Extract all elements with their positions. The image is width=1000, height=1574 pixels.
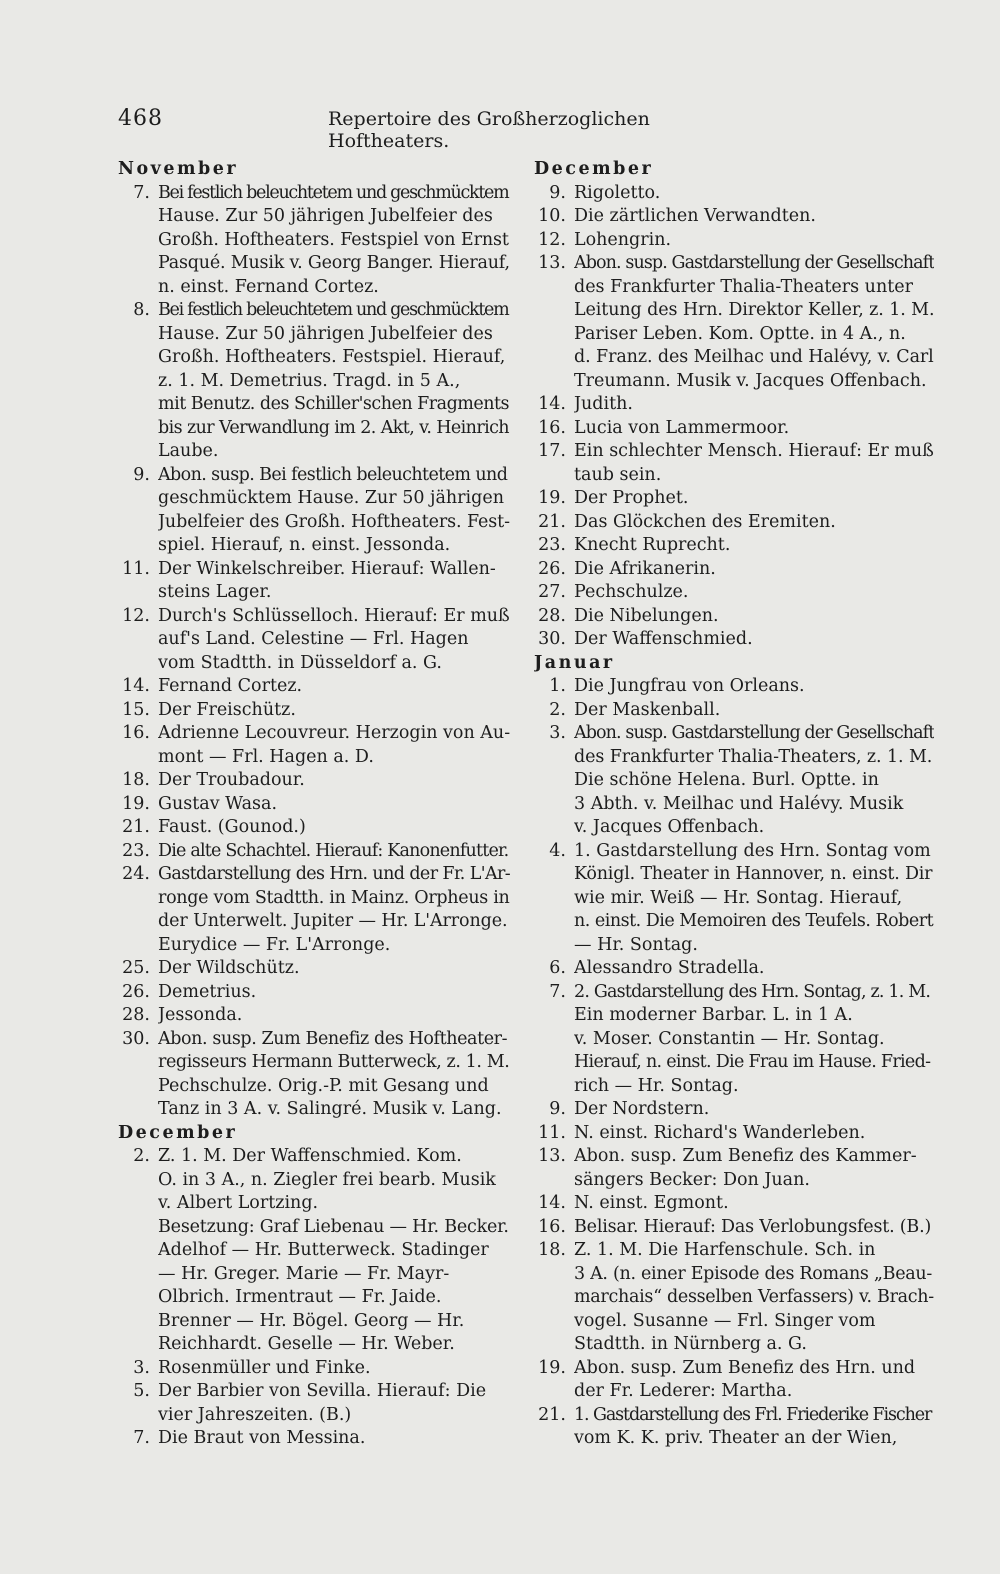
- entry-date: 19.: [538, 1357, 566, 1378]
- text-line: Tanz in 3 A. v. Salingré. Musik v. Lang.: [158, 1099, 502, 1119]
- performance-entry: [534, 957, 934, 981]
- performance-entry: [534, 1404, 934, 1451]
- entry-date: 23.: [122, 840, 150, 861]
- entry-date: 8.: [133, 300, 150, 320]
- entry-date: 3.: [549, 723, 566, 743]
- performance-entry: [118, 981, 510, 1005]
- entry-date: 30.: [122, 1028, 150, 1049]
- text-line: Brenner — Hr. Bögel. Georg — Hr.: [158, 1310, 465, 1331]
- text-line: z. 1. M. Demetrius. Tragd. in 5 A.,: [158, 370, 461, 391]
- text-line: Gastdarstellung des Hrn. und der Fr. L'Ar-: [158, 864, 510, 884]
- text-line: der Fr. Lederer: Martha.: [574, 1381, 793, 1401]
- entry-date: 14.: [122, 676, 150, 696]
- text-line: mont — Frl. Hagen a. D.: [158, 746, 374, 767]
- performance-entry: [534, 628, 934, 652]
- entry-text: [574, 229, 934, 253]
- text-line: n. einst. Die Memoiren des Teufels. Robert: [574, 911, 934, 931]
- entry-date: 15.: [122, 699, 150, 720]
- performance-entry: [118, 464, 510, 558]
- performance-entry: [118, 1380, 510, 1427]
- text-line: Bei festlich beleuchtetem und geschmücktem: [158, 300, 509, 320]
- text-line: Der Winkelschreiber. Hierauf: Wallen-: [158, 558, 496, 579]
- performance-entry: [534, 722, 934, 840]
- performance-entry: [118, 722, 510, 769]
- text-line: Pariser Leben. Kom. Optte. in 4 A., n.: [574, 323, 906, 344]
- performance-entry: [534, 1239, 934, 1357]
- text-line: sängers Becker: Don Juan.: [574, 1169, 810, 1190]
- text-line: O. in 3 A., n. Ziegler frei bearb. Musik: [158, 1169, 496, 1190]
- text-line: Der Barbier von Sevilla. Hierauf: Die: [158, 1381, 487, 1401]
- entry-date: 7.: [133, 1428, 150, 1448]
- performance-entry: [118, 699, 510, 723]
- entry-date: 25.: [122, 958, 150, 978]
- entry-date: 16.: [538, 417, 566, 438]
- entry-text: [158, 299, 510, 464]
- text-line: Abon. susp. Gastdarstellung der Gesellschaft: [574, 723, 934, 743]
- performance-entry: [118, 605, 510, 676]
- running-title: Repertoire des Großherzoglichen Hoftheaters.: [328, 108, 650, 152]
- performance-entry: [118, 182, 510, 300]
- performance-entry: [534, 1098, 934, 1122]
- performance-entry: [534, 182, 934, 206]
- performance-entry: [534, 1357, 934, 1404]
- text-line: Bei festlich beleuchtetem und geschmücktem: [158, 182, 509, 203]
- text-line: geschmücktem Hause. Zur 50 jährigen: [158, 488, 504, 508]
- performance-entry: [118, 793, 510, 817]
- text-line: auf's Land. Celestine — Frl. Hagen: [158, 629, 469, 649]
- text-line: Ein moderner Barbar. L. in 1 A.: [574, 1005, 853, 1025]
- entry-date: 6.: [549, 958, 566, 978]
- entry-date: 24.: [122, 864, 150, 884]
- entry-text: [574, 722, 934, 840]
- text-line: Gustav Wasa.: [158, 793, 278, 814]
- text-line: Belisar. Hierauf: Das Verlobungsfest. (B.): [574, 1216, 932, 1237]
- performance-entry: [534, 581, 934, 605]
- text-line: Hierauf, n. einst. Die Frau im Hause. Fried-: [574, 1052, 931, 1072]
- performance-entry: [534, 487, 934, 511]
- entry-date: 14.: [538, 394, 566, 414]
- text-line: Die Jungfrau von Orleans.: [574, 676, 805, 696]
- text-line: vier Jahreszeiten. (B.): [158, 1404, 352, 1425]
- entry-date: 9.: [549, 1099, 566, 1119]
- entry-text: [574, 1404, 934, 1451]
- entry-text: [158, 769, 510, 793]
- text-line: N. einst. Richard's Wanderleben.: [574, 1122, 866, 1143]
- entry-text: [158, 1145, 510, 1357]
- text-line: des Frankfurter Thalia-Theaters, z. 1. M.: [574, 746, 933, 767]
- text-line: Demetrius.: [158, 981, 257, 1002]
- entry-date: 28.: [538, 605, 566, 626]
- performance-entry: [534, 511, 934, 535]
- entry-text: [574, 1098, 934, 1122]
- entry-date: 11.: [538, 1122, 566, 1143]
- text-line: Olbrich. Irmentraut — Fr. Jaide.: [158, 1287, 442, 1307]
- performance-entry: [118, 769, 510, 793]
- entry-date: 26.: [122, 981, 150, 1002]
- entry-date: 12.: [122, 605, 150, 626]
- entry-text: [574, 1216, 934, 1240]
- text-line: 3 Abth. v. Meilhac und Halévy. Musik: [574, 793, 904, 814]
- performance-entry: [534, 675, 934, 699]
- text-line: Der Wildschütz.: [158, 958, 300, 978]
- performance-entry: [118, 816, 510, 840]
- entry-date: 19.: [538, 488, 566, 508]
- entry-date: 5.: [133, 1381, 150, 1401]
- entry-text: [574, 558, 934, 582]
- entry-text: [574, 252, 934, 393]
- text-line: v. Moser. Constantin — Hr. Sontag.: [574, 1028, 885, 1049]
- entry-text: [574, 1122, 934, 1146]
- entry-date: 19.: [122, 793, 150, 814]
- entry-text: [158, 464, 510, 558]
- entry-date: 14.: [538, 1193, 566, 1213]
- entry-text: [574, 1239, 934, 1357]
- text-line: rich — Hr. Sontag.: [574, 1075, 739, 1096]
- text-line: Lucia von Lammermoor.: [574, 417, 790, 438]
- text-line: Die schöne Helena. Burl. Optte. in: [574, 770, 879, 790]
- performance-entry: [534, 840, 934, 958]
- entry-text: [158, 675, 510, 699]
- entry-date: 21.: [538, 1404, 566, 1425]
- text-line: Knecht Ruprecht.: [574, 535, 731, 555]
- text-line: Der Waffenschmied.: [574, 629, 753, 649]
- text-line: Alessandro Stradella.: [574, 958, 765, 978]
- month-heading: December: [534, 159, 654, 179]
- text-line: des Frankfurter Thalia-Theaters unter: [574, 276, 913, 297]
- text-line: Abon. susp. Zum Benefiz des Hoftheater-: [158, 1028, 508, 1049]
- text-line: Der Freischütz.: [158, 699, 296, 720]
- performance-entry: [118, 840, 510, 864]
- entry-date: 16.: [122, 723, 150, 743]
- text-line: Hause. Zur 50 jährigen Jubelfeier des: [158, 206, 493, 226]
- entry-text: [158, 722, 510, 769]
- text-line: 1. Gastdarstellung des Hrn. Sontag vom: [574, 840, 931, 861]
- performance-entry: [118, 1145, 510, 1357]
- text-line: wie mir. Weiß — Hr. Sontag. Hierauf,: [574, 887, 903, 908]
- text-line: Leitung des Hrn. Direktor Keller, z. 1. M.: [574, 300, 934, 320]
- text-line: Großh. Hoftheaters. Festspiel. Hierauf,: [158, 347, 506, 367]
- page-number: 468: [118, 106, 163, 131]
- text-line: n. einst. Fernand Cortez.: [158, 276, 379, 297]
- entry-date: 26.: [538, 558, 566, 579]
- text-line: marchais“ desselben Verfassers) v. Brach-: [574, 1287, 934, 1307]
- entry-text: [158, 840, 510, 864]
- text-line: Jessonda.: [158, 1005, 243, 1025]
- text-line: Adrienne Lecouvreur. Herzogin von Au-: [158, 723, 510, 743]
- performance-entry: [534, 558, 934, 582]
- entry-text: [158, 957, 510, 981]
- entry-date: 12.: [538, 229, 566, 250]
- entry-text: [574, 511, 934, 535]
- entry-date: 21.: [538, 511, 566, 532]
- text-line: d. Franz. des Meilhac und Halévy, v. Carl: [574, 347, 934, 367]
- text-line: Pechschulze.: [574, 582, 689, 602]
- entry-text: [158, 558, 510, 605]
- entry-text: [158, 863, 510, 957]
- entry-date: 9.: [133, 464, 150, 485]
- entry-text: [574, 1145, 934, 1192]
- text-line: 3 A. (n. einer Episode des Romans „Beau-: [574, 1263, 932, 1284]
- entry-date: 13.: [538, 253, 566, 273]
- entry-text: [158, 1427, 510, 1451]
- entry-text: [574, 393, 934, 417]
- text-line: bis zur Verwandlung im 2. Akt, v. Heinrich: [158, 417, 509, 438]
- entry-text: [158, 981, 510, 1005]
- text-line: spiel. Hierauf, n. einst. Jessonda.: [158, 535, 451, 555]
- entry-date: 13.: [538, 1146, 566, 1166]
- text-line: — Hr. Greger. Marie — Fr. Mayr-: [158, 1263, 450, 1284]
- performance-entry: [118, 1427, 510, 1451]
- entry-text: [158, 182, 510, 300]
- text-line: Judith.: [574, 394, 633, 414]
- performance-entry: [534, 605, 934, 629]
- entry-date: 18.: [122, 770, 150, 790]
- text-line: Pasqué. Musik v. Georg Banger. Hierauf,: [158, 253, 510, 273]
- text-line: Reichhardt. Geselle — Hr. Weber.: [158, 1334, 455, 1354]
- performance-entry: [534, 393, 934, 417]
- entry-text: [574, 605, 934, 629]
- entry-text: [574, 699, 934, 723]
- text-line: Der Nordstern.: [574, 1099, 710, 1119]
- text-line: steins Lager.: [158, 582, 272, 602]
- entry-date: 2.: [133, 1146, 150, 1166]
- entry-text: [574, 628, 934, 652]
- performance-entry: [118, 863, 510, 957]
- performance-entry: [118, 1357, 510, 1381]
- entry-date: 17.: [538, 441, 566, 461]
- text-line: Fernand Cortez.: [158, 676, 303, 696]
- entry-text: [158, 699, 510, 723]
- text-line: Durch's Schlüsselloch. Hierauf: Er muß: [158, 605, 510, 626]
- entry-date: 3.: [133, 1357, 150, 1378]
- text-line: Eurydice — Fr. L'Arronge.: [158, 934, 391, 955]
- entry-date: 27.: [538, 582, 566, 602]
- entry-date: 11.: [122, 558, 150, 579]
- text-line: Die alte Schachtel. Hierauf: Kanonenfutter.: [158, 840, 509, 861]
- text-line: vom Stadtth. in Düsseldorf a. G.: [158, 652, 442, 673]
- text-line: Abon. susp. Zum Benefiz des Hrn. und: [574, 1357, 916, 1378]
- text-line: Die Braut von Messina.: [158, 1428, 366, 1448]
- text-line: mit Benutz. des Schiller'schen Fragments: [158, 394, 510, 414]
- performance-entry: [534, 440, 934, 487]
- performance-entry: [534, 229, 934, 253]
- performance-entry: [534, 1192, 934, 1216]
- entry-text: [574, 1357, 934, 1404]
- text-line: Adelhof — Hr. Butterweck. Stadinger: [158, 1240, 489, 1260]
- text-line: Z. 1. M. Die Harfenschule. Sch. in: [574, 1240, 876, 1260]
- entry-text: [574, 1192, 934, 1216]
- entry-text: [158, 1380, 510, 1427]
- text-line: 1. Gastdarstellung des Frl. Friederike Fischer: [574, 1404, 932, 1425]
- text-line: Treumann. Musik v. Jacques Offenbach.: [574, 370, 927, 391]
- entry-text: [574, 981, 934, 1099]
- text-line: Faust. (Gounod.): [158, 817, 306, 837]
- text-line: Hause. Zur 50 jährigen Jubelfeier des: [158, 323, 493, 344]
- text-line: Besetzung: Graf Liebenau — Hr. Becker.: [158, 1216, 509, 1237]
- month-heading: Januar: [534, 652, 615, 673]
- entry-text: [158, 605, 510, 676]
- text-line: Z. 1. M. Der Waffenschmied. Kom.: [158, 1146, 462, 1166]
- entry-date: 4.: [549, 840, 566, 861]
- performance-entry: [534, 1145, 934, 1192]
- text-line: N. einst. Egmont.: [574, 1193, 729, 1213]
- entry-text: [574, 182, 934, 206]
- month-heading: November: [118, 159, 239, 179]
- entry-text: [158, 816, 510, 840]
- performance-entry: [118, 675, 510, 699]
- text-line: v. Albert Lortzing.: [158, 1193, 319, 1213]
- performance-entry: [534, 417, 934, 441]
- performance-entry: [118, 1028, 510, 1122]
- entry-date: 16.: [538, 1216, 566, 1237]
- entry-text: [158, 1357, 510, 1381]
- performance-entry: [118, 1004, 510, 1028]
- performance-entry: [534, 205, 934, 229]
- text-line: Laube.: [158, 441, 219, 461]
- entry-text: [574, 440, 934, 487]
- entry-date: 2.: [549, 699, 566, 720]
- text-line: Die Nibelungen.: [574, 605, 719, 626]
- performance-entry: [118, 558, 510, 605]
- entry-text: [574, 417, 934, 441]
- text-line: Lohengrin.: [574, 229, 672, 250]
- performance-entry: [534, 252, 934, 393]
- text-line: vom K. K. priv. Theater an der Wien,: [574, 1428, 898, 1448]
- entry-text: [574, 534, 934, 558]
- performance-entry: [534, 534, 934, 558]
- entry-text: [574, 581, 934, 605]
- entry-text: [158, 1028, 510, 1122]
- entry-date: 30.: [538, 629, 566, 649]
- text-line: Stadtth. in Nürnberg a. G.: [574, 1334, 807, 1354]
- entry-date: 1.: [549, 676, 566, 696]
- text-line: Die zärtlichen Verwandten.: [574, 206, 816, 226]
- entry-text: [574, 957, 934, 981]
- text-line: Rigoletto.: [574, 182, 661, 203]
- text-line: — Hr. Sontag.: [574, 934, 698, 955]
- text-line: Die Afrikanerin.: [574, 558, 716, 579]
- text-line: regisseurs Hermann Butterweck, z. 1. M.: [158, 1052, 510, 1072]
- right-column: [534, 158, 934, 1451]
- text-line: ronge vom Stadtth. in Mainz. Orpheus in: [158, 887, 510, 908]
- left-column: [118, 158, 510, 1451]
- text-line: vogel. Susanne — Frl. Singer vom: [574, 1310, 876, 1331]
- page-header: [118, 106, 738, 152]
- entry-date: 7.: [133, 182, 150, 203]
- text-line: Ein schlechter Mensch. Hierauf: Er muß: [574, 441, 934, 461]
- entry-date: 9.: [549, 182, 566, 203]
- performance-entry: [118, 957, 510, 981]
- text-line: Abon. susp. Gastdarstellung der Gesellschaft: [574, 253, 934, 273]
- performance-entry: [534, 1122, 934, 1146]
- text-line: Der Troubadour.: [158, 770, 305, 790]
- entry-date: 10.: [538, 206, 566, 226]
- performance-entry: [534, 1216, 934, 1240]
- text-line: Großh. Hoftheaters. Festspiel von Ernst: [158, 229, 509, 250]
- text-line: Der Maskenball.: [574, 699, 721, 720]
- text-line: der Unterwelt. Jupiter — Hr. L'Arronge.: [158, 911, 508, 931]
- entry-text: [574, 675, 934, 699]
- performance-entry: [534, 981, 934, 1099]
- entry-date: 21.: [122, 817, 150, 837]
- text-line: Königl. Theater in Hannover, n. einst. Dir: [574, 864, 933, 884]
- performance-entry: [534, 699, 934, 723]
- text-line: taub sein.: [574, 464, 662, 485]
- month-heading: December: [118, 1122, 238, 1143]
- entry-text: [574, 205, 934, 229]
- text-line: Jubelfeier des Großh. Hoftheaters. Fest-: [158, 511, 510, 532]
- text-line: Pechschulze. Orig.-P. mit Gesang und: [158, 1075, 489, 1096]
- entry-date: 18.: [538, 1240, 566, 1260]
- text-line: v. Jacques Offenbach.: [574, 817, 765, 837]
- text-line: Das Glöckchen des Eremiten.: [574, 511, 836, 532]
- text-line: Der Prophet.: [574, 488, 689, 508]
- text-line: 2. Gastdarstellung des Hrn. Sontag, z. 1. M.: [574, 981, 931, 1002]
- text-line: Abon. susp. Zum Benefiz des Kammer-: [574, 1146, 917, 1166]
- entry-text: [158, 1004, 510, 1028]
- entry-date: 28.: [122, 1005, 150, 1025]
- entry-text: [574, 487, 934, 511]
- entry-date: 23.: [538, 535, 566, 555]
- performance-entry: [118, 299, 510, 464]
- text-line: Rosenmüller und Finke.: [158, 1357, 371, 1378]
- entry-text: [574, 840, 934, 958]
- entry-date: 7.: [549, 981, 566, 1002]
- entry-text: [158, 793, 510, 817]
- text-line: Abon. susp. Bei festlich beleuchtetem und: [158, 464, 508, 485]
